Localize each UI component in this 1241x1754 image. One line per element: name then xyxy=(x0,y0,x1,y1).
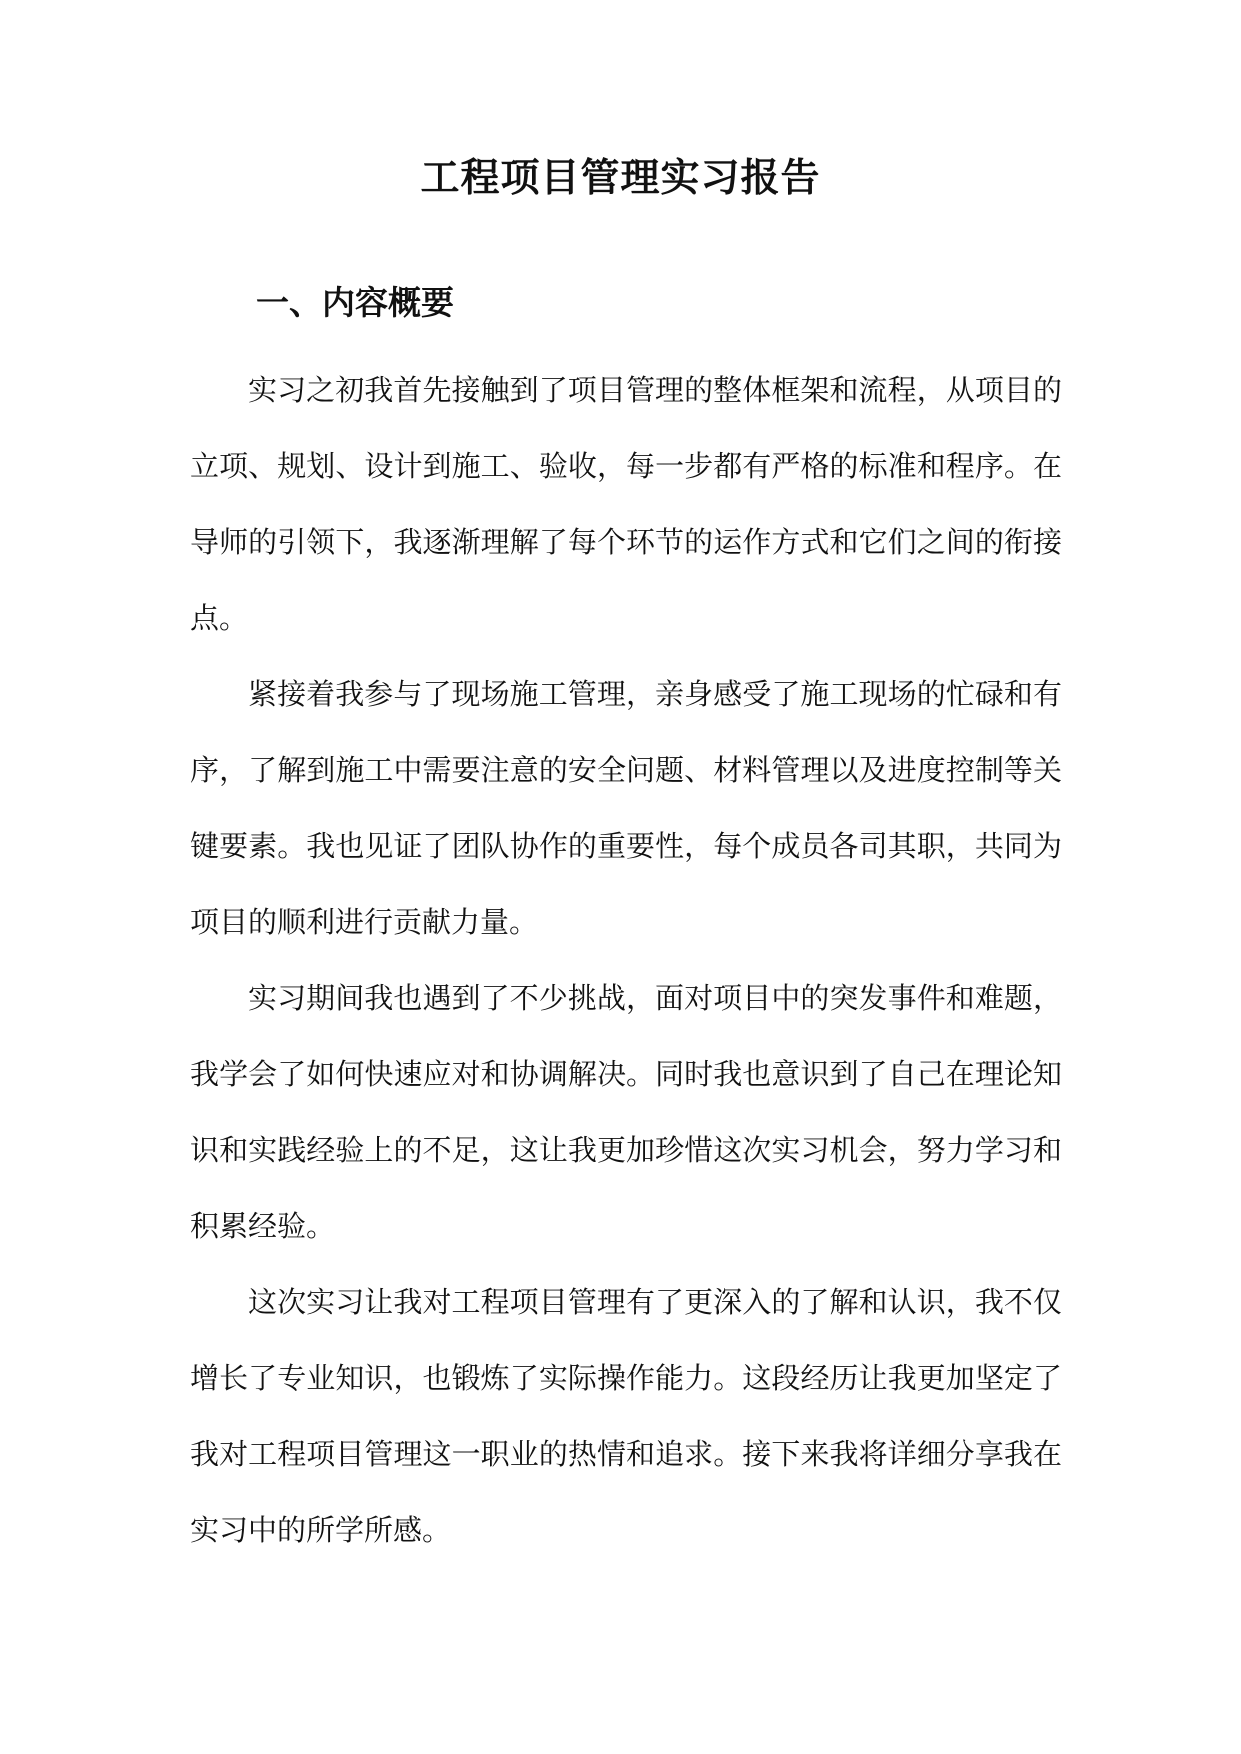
paragraph-1: 实习之初我首先接触到了项目管理的整体框架和流程，从项目的立项、规划、设计到施工、验收，每一步都有严格的标准和程序。在导师的引领下，我逐渐理解了每个环节的运作方式和它们之间的衔接点。 xyxy=(190,373,1062,635)
section-heading: 一、内容概要 xyxy=(256,283,454,322)
paragraph-4: 这次实习让我对工程项目管理有了更深入的了解和认识，我不仅增长了专业知识，也锻炼了实际操作能力。这段经历让我更加坚定了我对工程项目管理这一职业的热情和追求。接下来我将详细分享我在实习中的所学所感。 xyxy=(190,1285,1062,1547)
page-title: 工程项目管理实习报告 xyxy=(420,155,821,201)
paragraph-2: 紧接着我参与了现场施工管理，亲身感受了施工现场的忙碌和有序，了解到施工中需要注意的安全问题、材料管理以及进度控制等关键要素。我也见证了团队协作的重要性，每个成员各司其职，共同为项目的顺利进行贡献力量。 xyxy=(190,677,1062,939)
paragraph-3: 实习期间我也遇到了不少挑战，面对项目中的突发事件和难题，我学会了如何快速应对和协调解决。同时我也意识到了自己在理论知识和实践经验上的不足，这让我更加珍惜这次实习机会，努力学习和积累经验。 xyxy=(190,981,1062,1243)
